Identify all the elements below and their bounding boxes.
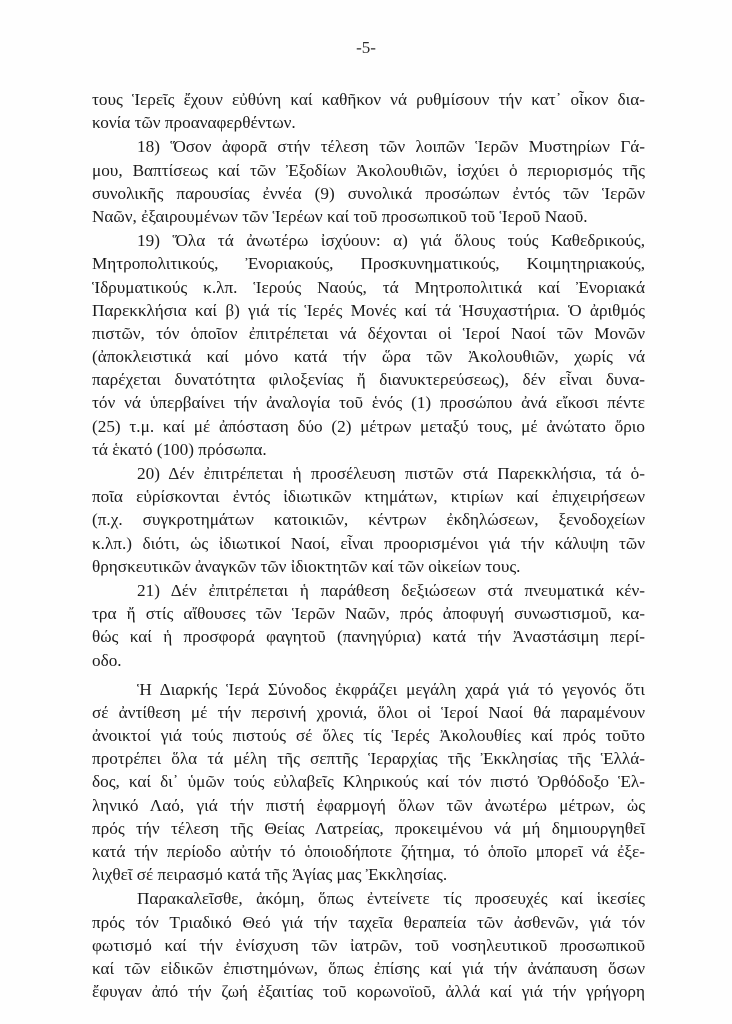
text-line: παρέχεται δυνατότητα φιλοξενίας ἤ διανυκτερεύσεως), δέν εἶναι δυνα- [92,370,645,390]
paragraph-item-19 [92,229,645,461]
text-line: οδο. [92,650,122,670]
text-line: τόν νά ὑπερβαίνει τήν ἀναλογία τοῦ ἑνός (1) προσώπου ἀνά εἴκοσι πέντε [92,393,645,413]
paragraph-item-20 [92,462,645,578]
text-line: 21) Δέν ἐπιτρέπεται ἡ παράθεση δεξιώσεων στά πνευματικά κέν- [137,580,645,600]
text-line: Παρακαλεῖσθε, ἀκόμη, ὅπως ἐντείνετε τίς προσευχές καί ἱκεσίες [137,889,645,909]
text-line: (π.χ. συγκροτημάτων κατοικιῶν, κέντρων ἐκδηλώσεων, ξενοδοχείων [92,510,645,530]
text-line: Ναῶν, ἐξαιρουμένων τῶν Ἱερέων καί τοῦ προσωπικοῦ τοῦ Ἱεροῦ Ναοῦ. [92,206,588,226]
text-line: 18) Ὅσον ἀφορᾶ στήν τέλεση τῶν λοιπῶν Ἱερῶν Μυστηρίων Γά- [137,137,645,157]
text-line: θώς καί ἡ προσφορά φαγητοῦ (πανηγύρια) κατά τήν Ἀναστάσιμη περί- [92,627,645,647]
text-line: τους Ἱερεῖς ἔχουν εὐθύνη καί καθῆκον νά ρυθμίσουν τήν κατ᾽ οἶκον δια- [92,90,645,109]
text-line: σέ ἀντίθεση μέ τήν περσινή χρονιά, ὅλοι οἱ Ἱεροί Ναοί θά παραμένουν [92,702,645,722]
page-number: -5- [356,38,376,57]
text-line: λιχθεῖ σέ πειρασμό κατά τῆς Ἁγίας μας Ἐκκλησίας. [92,865,448,885]
text-line: ἔφυγαν ἀπό τήν ζωή ἐξαιτίας τοῦ κορωνοϊοῦ, ἀλλά καί γιά τήν γρήγορη [92,982,645,1002]
text-line: Παρεκκλήσια καί β) γιά τίς Ἱερές Μονές καί τά Ἡσυχαστήρια. Ὁ ἀριθμός [92,300,645,320]
text-line: θρησκευτικῶν ἀναγκῶν τῶν ἰδιοκτητῶν καί τῶν οἰκείων τους. [92,556,521,576]
text-line: κονία τῶν προαναφερθέντων. [92,113,296,133]
text-line: καί τῶν εἰδικῶν ἐπιστημόνων, ὅπως ἐπίσης καί γιά τήν ἀνάπαυση ὅσων [92,958,645,978]
text-line: πρός τόν Τριαδικό Θεό γιά τήν ταχεῖα θεραπεία τῶν ἀσθενῶν, γιά τόν [92,912,645,932]
text-line: κατά τήν περίοδο αὐτήν τό ὁποιοδήποτε ζήτημα, τό ὁποῖο μπορεῖ νά ἐξε- [92,842,645,861]
text-line: Μητροπολιτικούς, Ἐνοριακούς, Προσκυνηματικούς, Κοιμητηριακούς, [92,254,645,274]
text-line: δος, καί δι᾽ ὑμῶν τούς εὐλαβεῖς Κληρικούς καί τόν πιστό Ὀρθόδοξο Ἑλ- [92,772,645,792]
text-line: συνολικῆς παρουσίας ἐννέα (9) συνολικά προσώπων ἐντός τῶν Ἱερῶν [92,183,645,203]
text-line: φωτισμό καί τήν ἐνίσχυση τῶν ἰατρῶν, τοῦ νοσηλευτικοῦ προσωπικοῦ [92,935,645,955]
text-line: τά ἑκατό (100) πρόσωπα. [92,439,267,459]
text-line: (ἀποκλειστικά καί μόνο κατά τήν ὥρα τῶν Ἀκολουθιῶν, χωρίς νά [92,347,645,367]
text-line: 20) Δέν ἐπιτρέπεται ἡ προσέλευση πιστῶν στά Παρεκκλήσια, τά ὁ- [137,464,645,483]
text-line: μου, Βαπτίσεως καί τῶν Ἐξοδίων Ἀκολουθιῶν, ἰσχύει ὁ περιορισμός τῆς [92,160,645,180]
paragraph-prayer-request [92,887,645,1003]
text-line: ληνικό Λαό, γιά τήν πιστή ἐφαρμογή ὅλων τῶν ἀνωτέρω μέτρων, ὡς [92,795,645,815]
paragraph-synod-statement [92,678,645,887]
paragraph-item-18 [92,135,645,228]
text-line: (25) τ.μ. καί μέ ἀπόσταση δύο (2) μέτρων μεταξύ τους, μέ ἀνώτατο ὅριο [92,416,645,436]
text-line: πρός τήν τέλεση τῆς Θείας Λατρείας, προκειμένου νά μή δημιουργηθεῖ [92,818,645,838]
paragraph-continuation [92,88,645,134]
text-line: τρα ἤ στίς αἴθουσες τῶν Ἱερῶν Ναῶν, πρός ἀποφυγή συνωστισμοῦ, κα- [92,604,645,624]
document-body [92,88,645,1003]
paragraph-item-21 [92,579,645,672]
text-line: πιστῶν, τόν ὁποῖον ἐπιτρέπεται νά δέχονται οἱ Ἱεροί Ναοί τῶν Μονῶν [92,323,645,343]
text-line: κ.λπ.) διότι, ὡς ἰδιωτικοί Ναοί, εἶναι προορισμένοι γιά τήν κάλυψη τῶν [92,533,645,553]
text-line: Ἡ Διαρκής Ἱερά Σύνοδος ἐκφράζει μεγάλη χαρά γιά τό γεγονός ὅτι [137,679,645,699]
text-line: 19) Ὅλα τά ἀνωτέρω ἰσχύουν: α) γιά ὅλους τούς Καθεδρικούς, [137,231,645,251]
text-line: προτρέπει ὅλα τά μέλη τῆς σεπτῆς Ἱεραρχίας τῆς Ἐκκλησίας τῆς Ἑλλά- [92,749,645,769]
text-line: ἀνοικτοί γιά τούς πιστούς σέ ὅλες τίς Ἱερές Ἀκολουθίες καί πρός τοῦτο [92,726,645,746]
text-line: Ἱδρυματικούς κ.λπ. Ἱερούς Ναούς, τά Μητροπολιτικά καί Ἐνοριακά [92,277,645,297]
text-line: ποῖα εὑρίσκονται ἐντός ἰδιωτικῶν κτημάτων, κτιρίων καί ἐπιχειρήσεων [92,487,645,507]
